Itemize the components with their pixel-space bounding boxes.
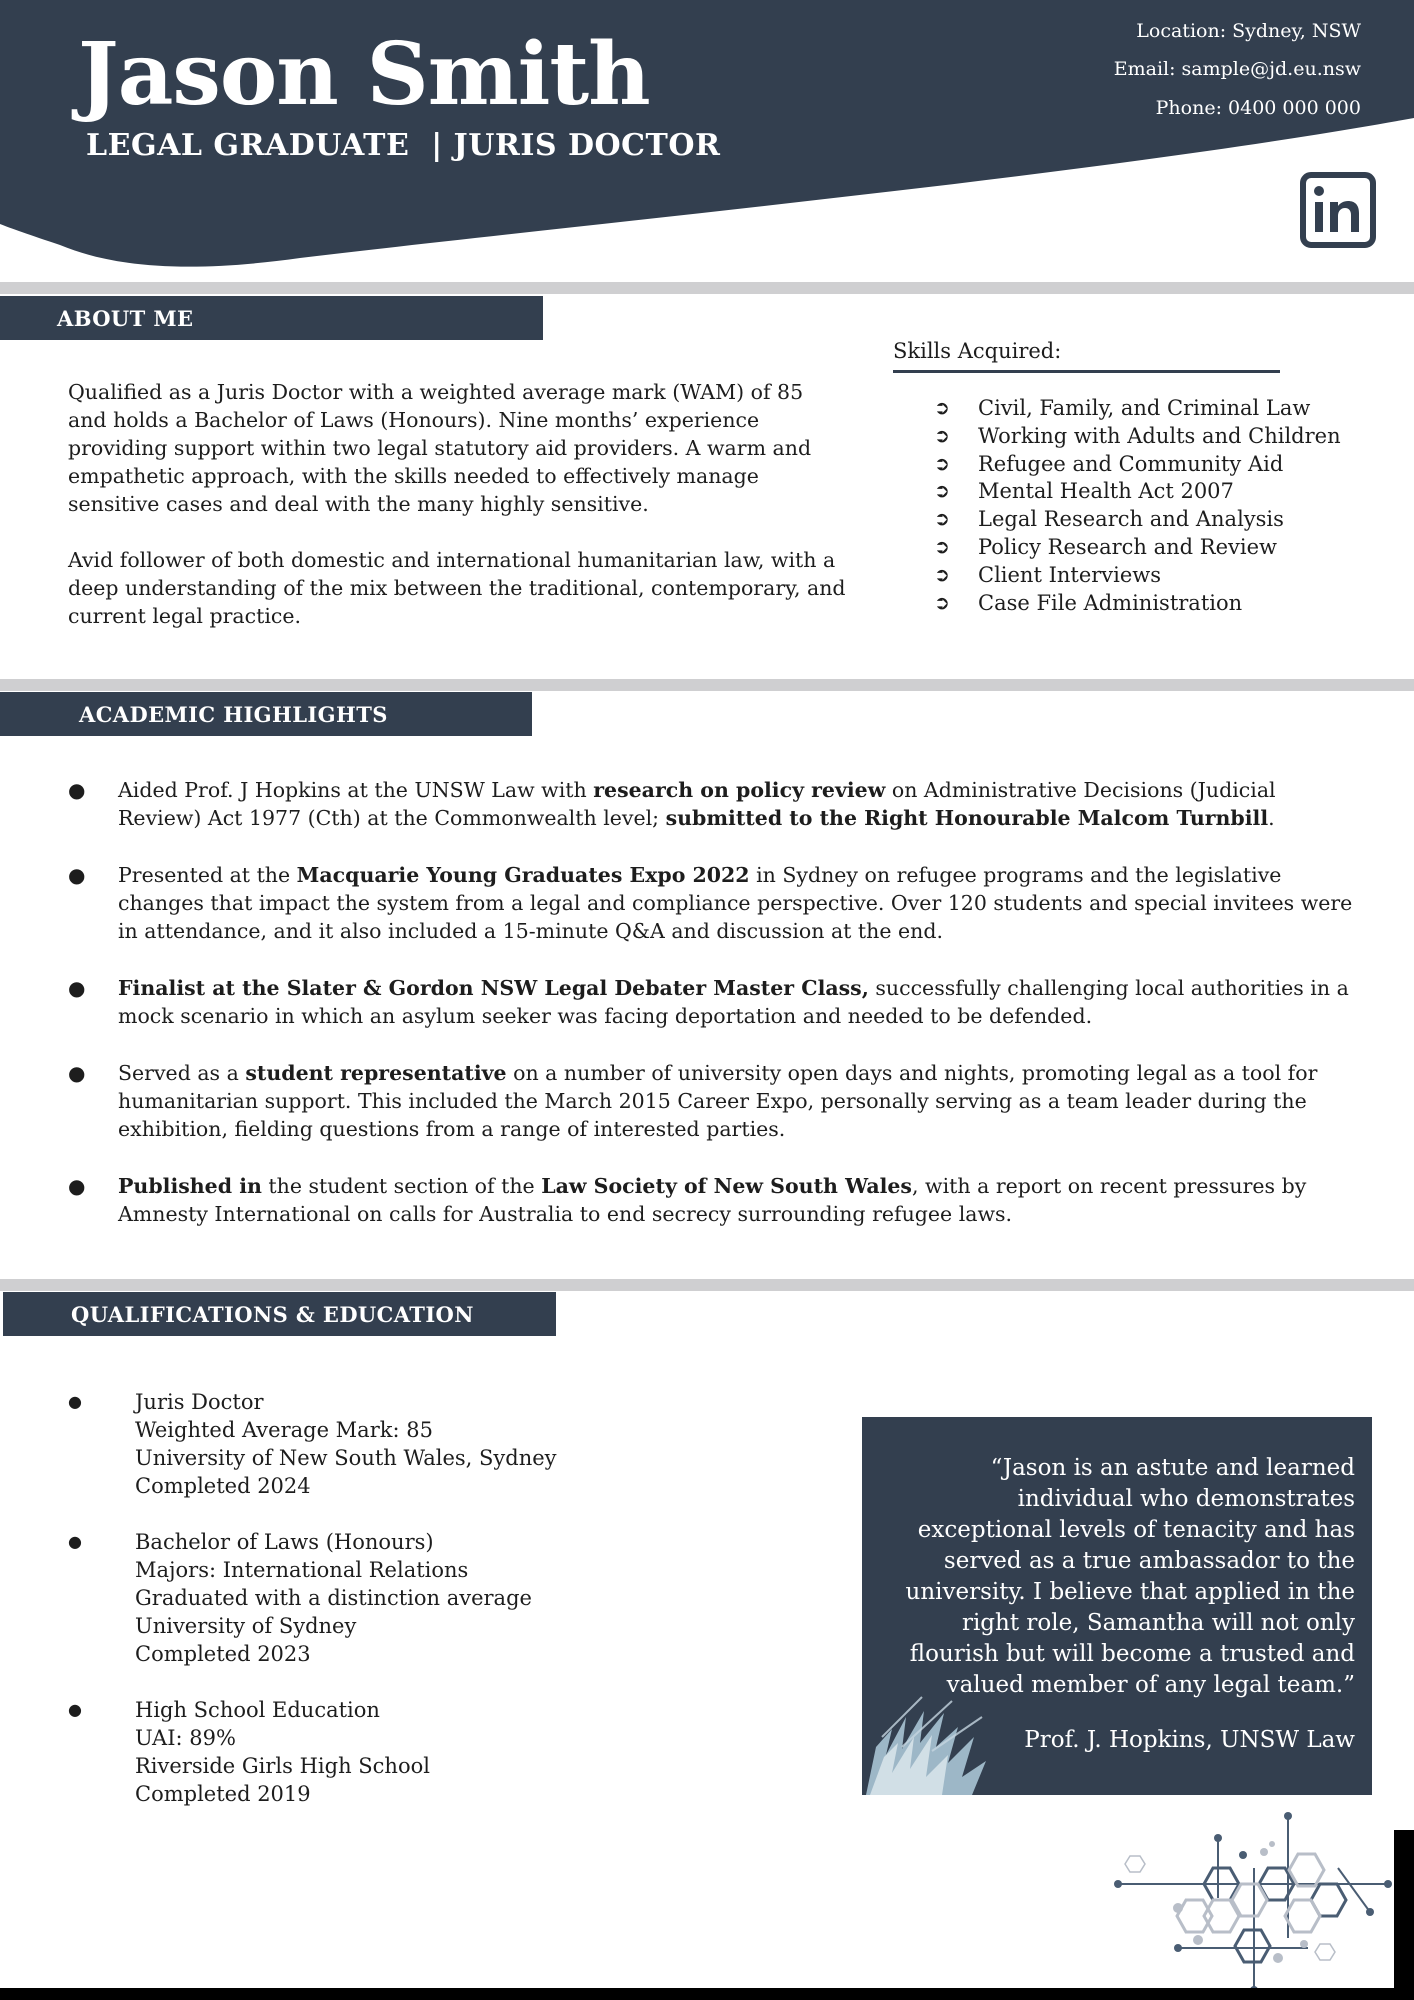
- highlight-text: successfully challenging local authorities in a mock scenario in which an asylum seeker was facing deportation and needed to be defended.: [118, 976, 1349, 1028]
- skill-item: [934, 562, 1341, 590]
- skill-label: Policy Research and Review: [978, 534, 1278, 559]
- bullet-icon: ●: [68, 778, 86, 802]
- qualification-detail: Majors: International Relations: [135, 1558, 469, 1582]
- arrow-bullet-icon: ➲: [934, 508, 950, 531]
- academic-highlight-item: [64, 1059, 1354, 1143]
- hexagon-network-decoration: [1108, 1808, 1394, 1998]
- skill-label: Civil, Family, and Criminal Law: [978, 396, 1311, 420]
- skill-item: [934, 590, 1341, 618]
- linkedin-icon[interactable]: [1300, 172, 1376, 248]
- contact-phone[interactable]: Phone: 0400 000 000: [1155, 97, 1361, 119]
- section-divider: [0, 679, 1414, 691]
- skill-item: [934, 451, 1341, 479]
- arrow-bullet-icon: ➲: [934, 591, 950, 614]
- testimonial-box: [862, 1417, 1372, 1795]
- qualification-title: Juris Doctor: [135, 1390, 264, 1414]
- qualification-item: [64, 1388, 557, 1500]
- qualifications-list: [64, 1388, 557, 1836]
- qualification-detail: UAI: 89%: [135, 1726, 236, 1750]
- arrow-bullet-icon: ➲: [934, 535, 950, 558]
- highlight-emphasis: Published in: [118, 1174, 262, 1198]
- highlight-emphasis: research on policy review: [593, 778, 886, 802]
- skill-label: Case File Administration: [978, 590, 1243, 615]
- about-paragraph: Qualified as a Juris Doctor with a weighted average mark (WAM) of 85 and holds a Bachelor of Laws (Honours). Nine months’ experience providing support within two legal statutory aid providers. A warm and empathetic approach, with the skills needed to effectively manage sensitive cases and deal with the many highly sensitive.: [68, 380, 812, 516]
- arrow-bullet-icon: ➲: [934, 563, 950, 586]
- skill-item: [934, 534, 1341, 562]
- arrow-bullet-icon: ➲: [934, 480, 950, 503]
- skill-item: [934, 506, 1341, 534]
- qualification-detail: Completed 2019: [135, 1782, 311, 1806]
- bullet-icon: ●: [68, 1174, 86, 1198]
- skill-label: Refugee and Community Aid: [978, 451, 1284, 476]
- academic-highlight-item: [64, 974, 1354, 1030]
- skill-label: Legal Research and Analysis: [978, 507, 1284, 532]
- bullet-icon: ●: [68, 1700, 82, 1719]
- highlight-emphasis: Finalist at the Slater & Gordon NSW Legal Debater Master Class,: [118, 976, 869, 1000]
- section-divider: [0, 1279, 1414, 1291]
- about-heading: ABOUT ME: [0, 296, 543, 340]
- qualification-detail: Riverside Girls High School: [135, 1754, 430, 1778]
- academic-heading: ACADEMIC HIGHLIGHTS: [0, 692, 532, 736]
- page-bottom-bar: [0, 1988, 1414, 2000]
- qualification-item: [64, 1528, 557, 1668]
- skill-label: Working with Adults and Children: [978, 423, 1341, 448]
- academic-list: [64, 776, 1354, 1257]
- about-text: [68, 378, 848, 630]
- highlight-emphasis: student representative: [245, 1061, 507, 1085]
- highlight-text: the student section of the: [261, 1174, 542, 1198]
- skill-label: Mental Health Act 2007: [978, 479, 1234, 504]
- highlight-text: on Administrative Decisions (Judicial Review) Act 1977 (Cth) at the Commonwealth level;: [118, 778, 1276, 830]
- highlight-text: .: [1268, 806, 1275, 830]
- qualification-detail: University of New South Wales, Sydney: [135, 1446, 557, 1470]
- arrow-bullet-icon: ➲: [934, 397, 950, 419]
- highlight-text: Served as a: [118, 1061, 246, 1085]
- highlight-text: Presented at the: [118, 863, 297, 887]
- contact-location: Location: Sydney, NSW: [1136, 20, 1361, 42]
- bullet-icon: ●: [68, 976, 86, 1000]
- arrow-bullet-icon: ➲: [934, 452, 950, 475]
- bullet-icon: ●: [68, 1392, 82, 1411]
- contact-email[interactable]: Email: sample@jd.eu.nsw: [1113, 58, 1361, 80]
- about-paragraph: Avid follower of both domestic and international humanitarian law, with a deep understanding of the mix between the traditional, contemporary, and current legal practice.: [68, 548, 846, 628]
- academic-highlight-item: [64, 776, 1354, 832]
- bullet-icon: ●: [68, 1061, 86, 1085]
- qualification-title: Bachelor of Laws (Honours): [135, 1530, 434, 1554]
- qualifications-heading: QUALIFICATIONS & EDUCATION: [3, 1292, 556, 1336]
- page-edge-bar: [1394, 1830, 1414, 2000]
- qualification-detail: Completed 2024: [135, 1474, 311, 1498]
- qualification-title: High School Education: [135, 1698, 380, 1722]
- qualification-detail: Weighted Average Mark: 85: [135, 1418, 433, 1442]
- bullet-icon: ●: [68, 1532, 82, 1551]
- job-title: LEGAL GRADUATE | JURIS DOCTOR: [86, 128, 721, 163]
- qualification-detail: Completed 2023: [135, 1642, 311, 1666]
- testimonial-author: Prof. J. Hopkins, UNSW Law: [1024, 1727, 1355, 1753]
- qualification-item: [64, 1696, 557, 1808]
- highlight-emphasis: submitted to the Right Honourable Malcom Turnbill: [665, 806, 1269, 830]
- skill-item: [934, 478, 1341, 506]
- bullet-icon: ●: [68, 863, 86, 887]
- highlight-text: , with a report on recent pressures by Amnesty International on calls for Australia to end secrecy surrounding refugee laws.: [118, 1174, 1307, 1226]
- academic-highlight-item: [64, 861, 1354, 945]
- skills-title: Skills Acquired:: [893, 339, 1062, 363]
- qualification-detail: Graduated with a distinction average: [135, 1586, 532, 1610]
- highlight-text: on a number of university open days and nights, promoting legal as a tool for humanitarian support. This included the March 2015 Career Expo, personally serving as a team leader during the exhibition, fielding questions from a range of interested parties.: [118, 1061, 1318, 1141]
- candidate-name: Jason Smith: [78, 24, 650, 125]
- skills-underline: [893, 370, 1280, 373]
- skill-label: Client Interviews: [978, 562, 1162, 587]
- arrow-bullet-icon: ➲: [934, 424, 950, 447]
- skill-item: [934, 395, 1341, 423]
- highlight-text: in Sydney on refugee programs and the legislative changes that impact the system from a legal and compliance perspective. Over 120 students and special invitees were in attendance, and it also included a 15-minute Q&A and discussion at the end.: [118, 863, 1353, 943]
- highlight-emphasis: Law Society of New South Wales: [541, 1174, 912, 1198]
- academic-highlight-item: [64, 1172, 1354, 1228]
- highlight-text: Aided Prof. J Hopkins at the UNSW Law with: [118, 778, 594, 802]
- testimonial-quote: “Jason is an astute and learned individual who demonstrates exceptional levels of tenacity and has served as a true ambassador to the university. I believe that applied in the right role, Samantha will not only flourish but will become a trusted and valued member of any legal team.”: [905, 1455, 1355, 1698]
- skills-list: [934, 395, 1341, 617]
- skill-item: [934, 423, 1341, 451]
- qualification-detail: University of Sydney: [135, 1614, 357, 1638]
- section-divider: [0, 282, 1414, 294]
- highlight-emphasis: Macquarie Young Graduates Expo 2022: [296, 863, 750, 887]
